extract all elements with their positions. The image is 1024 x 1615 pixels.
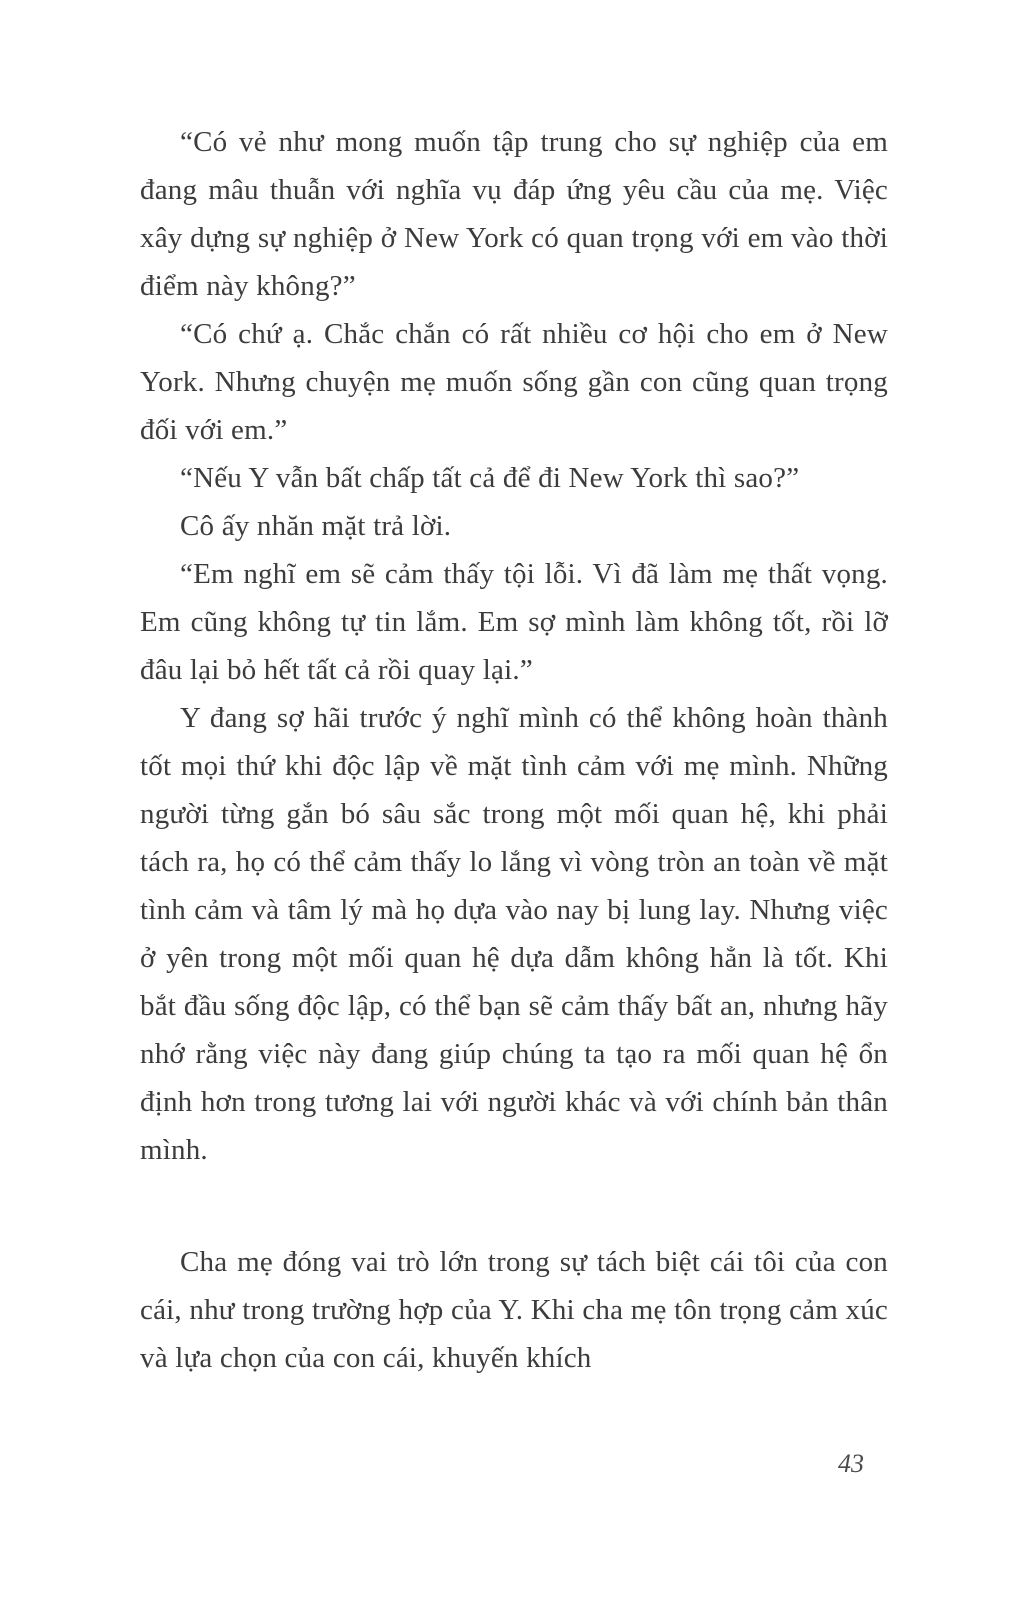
paragraph-new-section: Cha mẹ đóng vai trò lớn trong sự tách biệt cái tôi của con cái, như trong trường hợp của Y. Khi cha mẹ tôn trọng cảm xúc và lựa chọn của con cái, khuyến khích bbox=[140, 1246, 888, 1374]
paragraph-dialogue-3: “Nếu Y vẫn bất chấp tất cả để đi New York thì sao?” bbox=[180, 462, 800, 494]
paragraph-dialogue-2: “Có chứ ạ. Chắc chắn có rất nhiều cơ hội cho em ở New York. Nhưng chuyện mẹ muốn sống gần con cũng quan trọng đối với em.” bbox=[140, 318, 888, 446]
paragraph-dialogue-4: “Em nghĩ em sẽ cảm thấy tội lỗi. Vì đã làm mẹ thất vọng. Em cũng không tự tin lắm. Em sợ mình làm không tốt, rồi lỡ đâu lại bỏ hết tất cả rồi quay lại.” bbox=[140, 558, 888, 686]
paragraph-dialogue-1: “Có vẻ như mong muốn tập trung cho sự nghiệp của em đang mâu thuẫn với nghĩa vụ đáp ứng yêu cầu của mẹ. Việc xây dựng sự nghiệp ở New York có quan trọng với em vào thời điểm này không?” bbox=[140, 126, 888, 302]
body-text bbox=[140, 118, 888, 1382]
page-number: 43 bbox=[838, 1449, 864, 1478]
paragraph-commentary: Y đang sợ hãi trước ý nghĩ mình có thể không hoàn thành tốt mọi thứ khi độc lập về mặt tình cảm với mẹ mình. Những người từng gắn bó sâu sắc trong một mối quan hệ, khi phải tách ra, họ có thể cảm thấy lo lắng vì vòng tròn an toàn về mặt tình cảm và tâm lý mà họ dựa vào nay bị lung lay. Nhưng việc ở yên trong một mối quan hệ dựa dẫm không hẳn là tốt. Khi bắt đầu sống độc lập, có thể bạn sẽ cảm thấy bất an, nhưng hãy nhớ rằng việc này đang giúp chúng ta tạo ra mối quan hệ ổn định hơn trong tương lai với người khác và với chính bản thân mình. bbox=[140, 702, 888, 1166]
paragraph-narration-1: Cô ấy nhăn mặt trả lời. bbox=[180, 510, 452, 542]
